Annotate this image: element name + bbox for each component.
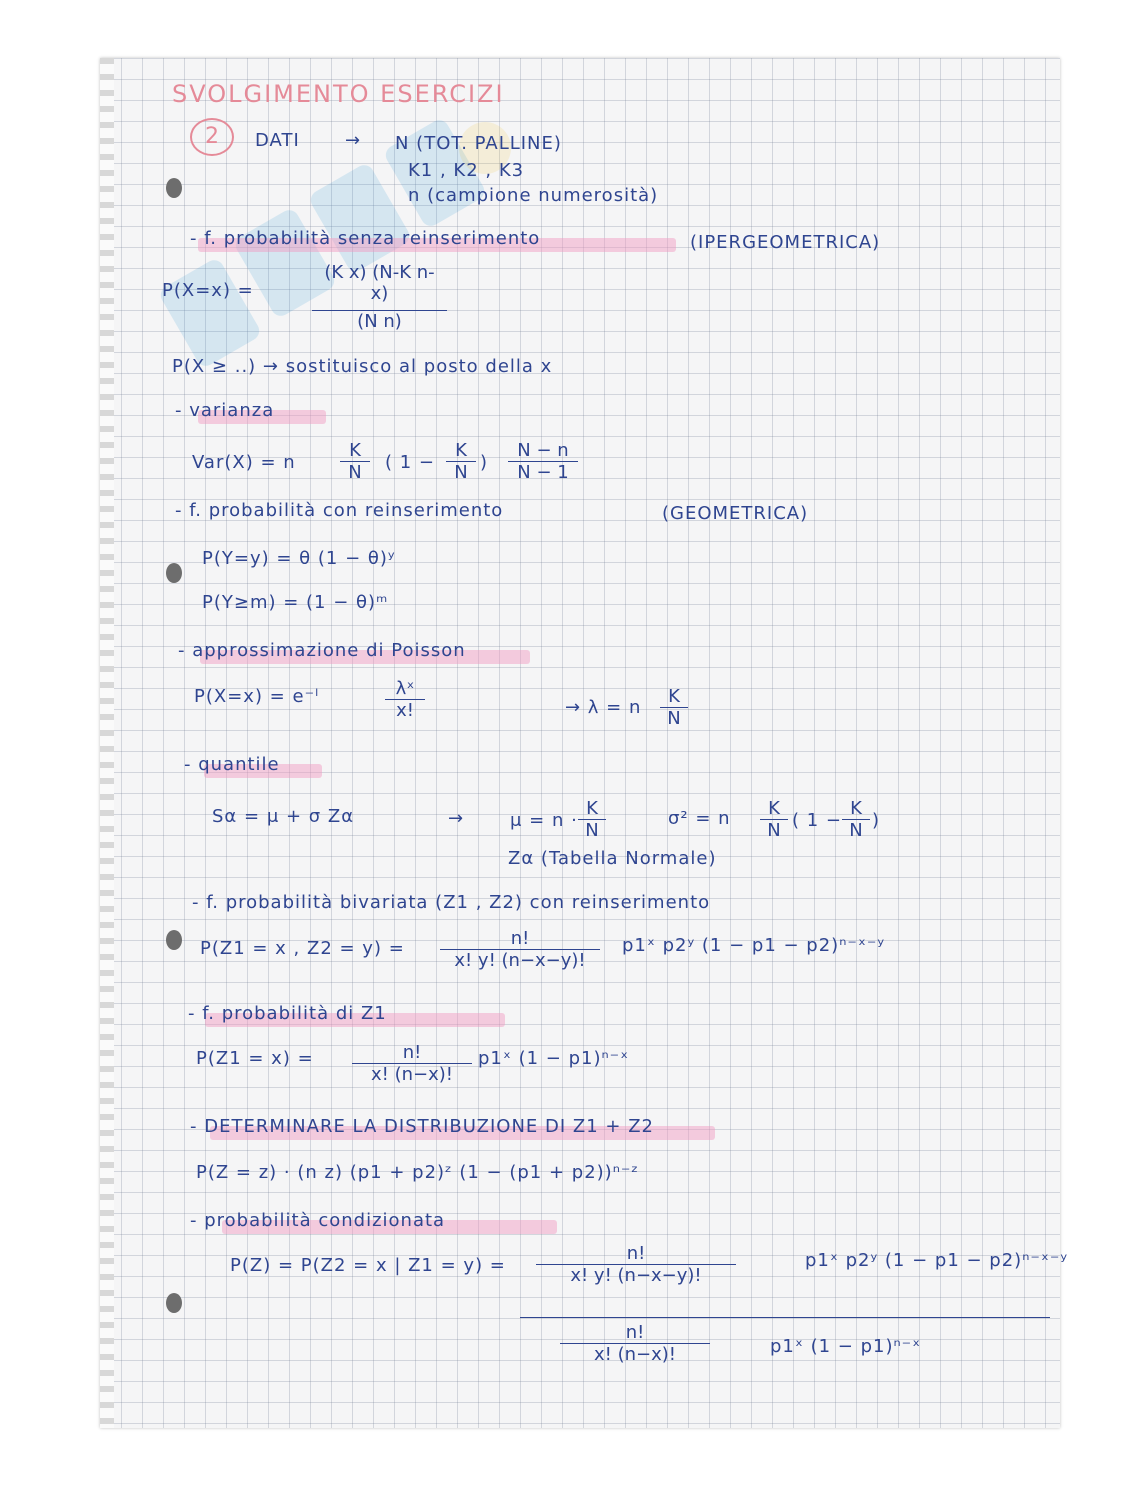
poisson-lhs: P(X=x) = e⁻ˡ — [194, 686, 320, 707]
fraction-denominator: (N n) — [312, 310, 447, 332]
condizionata-bottom-rhs: p1ˣ (1 − p1)ⁿ⁻ˣ — [770, 1336, 922, 1357]
heading-somma: - DETERMINARE LA DISTRIBUZIONE DI Z1 + Z2 — [190, 1116, 654, 1137]
varianza-lhs: Var(X) = n — [192, 452, 296, 473]
bivariata-lhs: P(Z1 = x , Z2 = y) = — [200, 938, 405, 959]
quantile-sigma-paren: ( 1 − — [792, 810, 842, 831]
condizionata-top-fraction — [536, 1243, 736, 1286]
heading-ipergeometrica: - f. probabilità senza reinserimento — [190, 228, 541, 249]
fraction-denominator: N — [842, 819, 870, 841]
varianza-frac-3 — [508, 440, 578, 483]
main-fraction-bar — [520, 1317, 1050, 1318]
note-geometrica: (GEOMETRICA) — [662, 503, 809, 524]
fraction-denominator: x! y! (n−x−y)! — [440, 949, 600, 971]
dati-label: DATI — [255, 130, 300, 151]
fraction-numerator: n! — [626, 1243, 646, 1264]
spiral-binding-edge — [100, 58, 114, 1428]
exercise-number-badge: 2 — [190, 118, 234, 156]
fraction-numerator: N − n — [517, 440, 569, 461]
bivariata-fraction — [440, 928, 600, 971]
page-title: SVOLGIMENTO ESERCIZI — [172, 80, 505, 108]
fraction-numerator: K — [768, 798, 780, 819]
quantile-formula: Sα = μ + σ Zα — [212, 806, 355, 827]
quantile-sigma-close: ) — [872, 810, 881, 831]
varianza-frac-2 — [446, 440, 476, 483]
ipergeometrica-fraction — [312, 262, 447, 332]
binder-hole — [166, 1293, 182, 1313]
condizionata-lhs: P(Z) = P(Z2 = x | Z1 = y) = — [230, 1255, 506, 1276]
varianza-close: ) — [480, 452, 489, 473]
bivariata-rhs: p1ˣ p2ʸ (1 − p1 − p2)ⁿ⁻ˣ⁻ʸ — [622, 935, 886, 956]
condizionata-bottom-fraction — [560, 1322, 710, 1365]
fraction-denominator: N — [660, 707, 688, 729]
quantile-sigma-fraction — [760, 798, 788, 841]
heading-poisson: - approssimazione di Poisson — [178, 640, 466, 661]
ipergeometrica-lhs: P(X=x) = — [162, 280, 254, 301]
fraction-denominator: N − 1 — [508, 461, 578, 483]
fraction-numerator: K — [349, 440, 361, 461]
heading-geometrica: - f. probabilità con reinserimento — [175, 500, 504, 521]
fraction-denominator: N — [340, 461, 370, 483]
fraction-numerator: K — [455, 440, 467, 461]
fraction-denominator: x! (n−x)! — [352, 1063, 472, 1085]
quantile-mu-fraction — [578, 798, 606, 841]
fraction-denominator: x! — [385, 699, 425, 721]
fraction-numerator: K — [586, 798, 598, 819]
fraction-denominator: x! y! (n−x−y)! — [536, 1264, 736, 1286]
quantile-sigma-lhs: σ² = n — [668, 808, 731, 829]
condizionata-top-rhs: p1ˣ p2ʸ (1 − p1 − p2)ⁿ⁻ˣ⁻ʸ — [805, 1250, 1069, 1271]
dati-item: n (campione numerosità) — [408, 185, 659, 206]
quantile-arrow: → — [448, 808, 465, 829]
somma-formula: P(Z = z) · (n z) (p1 + p2)ᶻ (1 − (p1 + p2))ⁿ⁻ᶻ — [196, 1162, 639, 1183]
poisson-lambda-lhs: → λ = n — [565, 697, 642, 718]
quantile-sigma-fraction-2 — [842, 798, 870, 841]
poisson-lambda-fraction — [660, 686, 688, 729]
heading-marginale: - f. probabilità di Z1 — [188, 1003, 387, 1024]
heading-quantile: - quantile — [184, 754, 280, 775]
marginale-rhs: p1ˣ (1 − p1)ⁿ⁻ˣ — [478, 1048, 630, 1069]
varianza-paren: ( 1 − — [385, 452, 435, 473]
fraction-numerator: λˣ — [395, 678, 415, 699]
marginale-fraction — [352, 1042, 472, 1085]
fraction-denominator: N — [760, 819, 788, 841]
note-ipergeometrica: (IPERGEOMETRICA) — [690, 232, 881, 253]
quantile-mu-lhs: μ = n · — [510, 810, 578, 831]
fraction-denominator: x! (n−x)! — [560, 1343, 710, 1365]
heading-varianza: - varianza — [175, 400, 275, 421]
binder-hole — [166, 930, 182, 950]
geometrica-formula-1: P(Y=y) = θ (1 − θ)ʸ — [202, 548, 396, 569]
fraction-numerator: n! — [510, 928, 530, 949]
geometrica-formula-2: P(Y≥m) = (1 − θ)ᵐ — [202, 592, 389, 613]
heading-bivariata: - f. probabilità bivariata (Z1 , Z2) con reinserimento — [192, 892, 711, 913]
dati-item: K1 , K2 , K3 — [408, 160, 525, 181]
fraction-numerator: K — [850, 798, 862, 819]
binder-hole — [166, 178, 182, 198]
fraction-numerator: n! — [625, 1322, 645, 1343]
marginale-lhs: P(Z1 = x) = — [196, 1048, 314, 1069]
fraction-denominator: N — [578, 819, 606, 841]
poisson-fraction — [385, 678, 425, 721]
varianza-frac-1 — [340, 440, 370, 483]
fraction-numerator: n! — [402, 1042, 422, 1063]
fraction-numerator: K — [668, 686, 680, 707]
fraction-numerator: (K x) (N-K n-x) — [324, 262, 435, 304]
dati-arrow: → — [345, 130, 362, 151]
binder-hole — [166, 563, 182, 583]
quantile-z-note: Zα (Tabella Normale) — [508, 848, 717, 869]
dati-item: N (TOT. PALLINE) — [395, 133, 562, 154]
heading-condizionata: - probabilità condizionata — [190, 1210, 446, 1231]
substitute-note: P(X ≥ ..) → sostituisco al posto della x — [172, 356, 553, 377]
fraction-denominator: N — [446, 461, 476, 483]
